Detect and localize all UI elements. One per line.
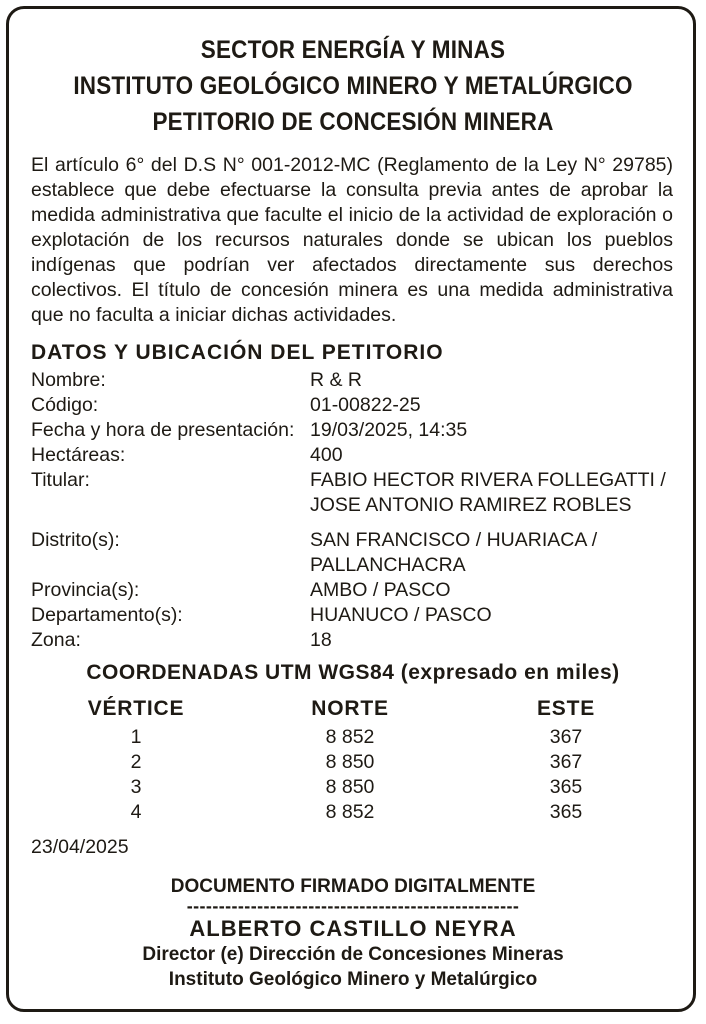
hectareas-value: 400 — [310, 444, 343, 466]
vertice-cell: 1 — [130, 726, 142, 748]
hectareas-label: Hectáreas: — [31, 444, 126, 466]
norte-cell: 8 852 — [325, 726, 375, 748]
datos-row-codigo — [31, 393, 671, 418]
datos-row-titular — [31, 468, 671, 518]
datos-row-departamento — [31, 603, 671, 628]
zona-label: Zona: — [31, 629, 81, 651]
coordenadas-header-row — [0, 697, 706, 725]
nombre-value: R & R — [310, 369, 363, 391]
norte-cell: 8 850 — [325, 776, 375, 798]
este-cell: 365 — [549, 801, 583, 823]
este-cell: 365 — [549, 776, 583, 798]
datos-row-fecha — [31, 418, 671, 443]
vertice-cell: 4 — [130, 801, 142, 823]
header-sector: SECTOR ENERGÍA Y MINAS — [200, 36, 506, 64]
titular-label: Titular: — [31, 469, 90, 491]
table-row — [0, 800, 706, 825]
header-institute: INSTITUTO GEOLÓGICO MINERO Y METALÚRGICO — [73, 72, 633, 100]
provincia-value: AMBO / PASCO — [310, 579, 451, 601]
coordenadas-title: COORDENADAS UTM WGS84 (expresado en miles) — [86, 661, 620, 684]
provincia-label: Provincia(s): — [31, 579, 140, 601]
coordenadas-table — [0, 697, 706, 825]
intro-paragraph: El artículo 6° del D.S N° 001-2012-MC (Reglamento de la Ley N° 29785) establece que debe efectuarse la consulta previa antes de aprobar la medida administrativa que faculte el inicio de la actividad de exploración o explotación de los recursos naturales donde se ubican los pueblos indígenas que podrían ver afectados directamente sus derechos colectivos. El título de concesión minera es una medida administrativa que no faculta a iniciar dichas actividades. — [31, 154, 673, 326]
titular-value: FABIO HECTOR RIVERA FOLLEGATTI / JOSE ANTONIO RAMIREZ ROBLES — [310, 469, 666, 516]
signatory-name: ALBERTO CASTILLO NEYRA — [189, 916, 517, 941]
norte-cell: 8 852 — [325, 801, 375, 823]
signatory-role: Director (e) Dirección de Concesiones Mineras — [142, 944, 564, 965]
datos-row-provincia — [31, 578, 671, 603]
distrito-label: Distrito(s): — [31, 529, 120, 551]
codigo-label: Código: — [31, 394, 99, 416]
distrito-value: SAN FRANCISCO / HUARIACA / PALLANCHACRA — [310, 529, 598, 576]
signed-document-label: DOCUMENTO FIRMADO DIGITALMENTE — [170, 876, 536, 897]
vertice-cell: 2 — [130, 751, 142, 773]
nombre-label: Nombre: — [31, 369, 106, 391]
header-vertice: VÉRTICE — [87, 697, 185, 720]
header-title: PETITORIO DE CONCESIÓN MINERA — [152, 108, 554, 136]
vertice-cell: 3 — [130, 776, 142, 798]
codigo-value: 01-00822-25 — [310, 394, 421, 416]
datos-section-title: DATOS Y UBICACIÓN DEL PETITORIO — [31, 341, 444, 364]
fecha-label: Fecha y hora de presentación: — [31, 419, 295, 441]
signature-line: ---------------------------------------------------- — [186, 896, 520, 916]
datos-row-nombre — [31, 368, 671, 393]
zona-value: 18 — [310, 629, 332, 651]
datos-row-distrito — [31, 528, 671, 578]
este-cell: 367 — [549, 751, 583, 773]
departamento-label: Departamento(s): — [31, 604, 183, 626]
table-row — [0, 775, 706, 800]
datos-table — [31, 368, 671, 653]
departamento-value: HUANUCO / PASCO — [310, 604, 492, 626]
signatory-institution: Instituto Geológico Minero y Metalúrgico — [168, 969, 538, 990]
fecha-value: 19/03/2025, 14:35 — [310, 419, 468, 441]
notice-header — [0, 32, 706, 140]
table-row — [0, 750, 706, 775]
header-este: ESTE — [536, 697, 596, 720]
este-cell: 367 — [549, 726, 583, 748]
datos-row-zona — [31, 628, 671, 653]
publication-date: 23/04/2025 — [31, 836, 129, 858]
datos-row-hectareas — [31, 443, 671, 468]
header-norte: NORTE — [311, 697, 389, 720]
norte-cell: 8 850 — [325, 751, 375, 773]
table-row — [0, 725, 706, 750]
